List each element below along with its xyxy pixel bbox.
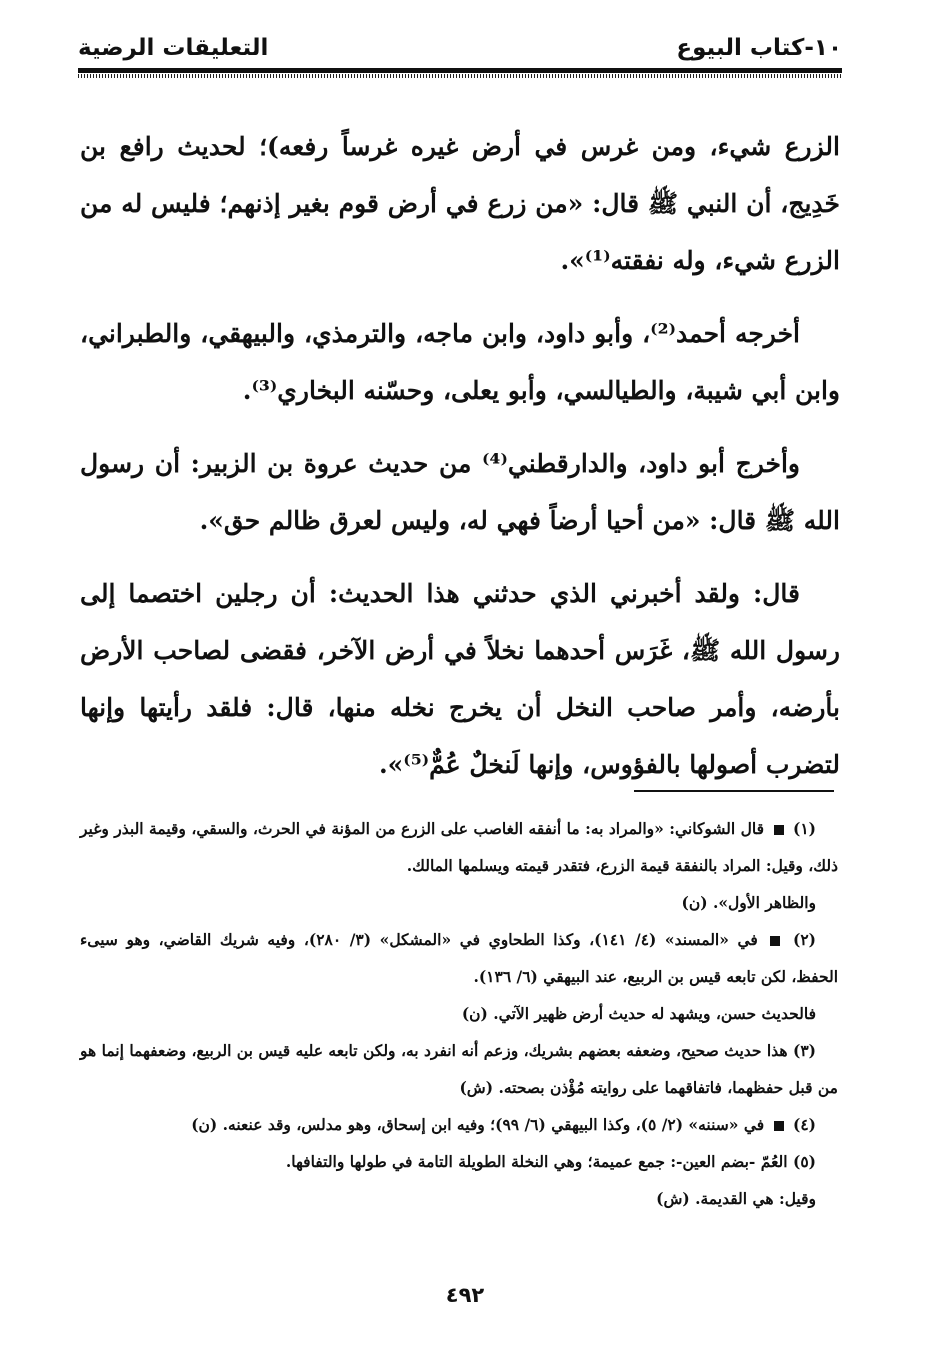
footnote	[80, 810, 838, 884]
footnotes	[80, 810, 838, 1217]
square-marker-icon	[774, 1121, 784, 1131]
header-rule	[78, 68, 842, 73]
footnote-separator	[634, 790, 834, 792]
footnote-text: في «المسند» (٤/ ١٤١)، وكذا الطحاوي في «المشكل» (٣/ ٢٨٠)، وفيه شريك القاضي، وهو سيىء الحفظ، لكن تابعه قيس بن الربيع، عند البيهقي (٦/ ١٣٦).	[80, 930, 838, 986]
paragraph: وأخرج أبو داود، والدارقطني⁽⁴⁾ من حديث عروة بن الزبير: أن رسول الله ﷺ قال: «من أحيا أرضاً فهي له، وليس لعرق ظالم حق».	[80, 449, 840, 535]
header-chapter: ١٠-كتاب البيوع	[676, 35, 842, 61]
footnote	[80, 921, 838, 995]
footnote	[80, 1106, 838, 1143]
footnote-number: (٥)	[792, 1152, 816, 1171]
main-text	[80, 118, 840, 809]
page-number: ٤٩٢	[445, 1283, 485, 1307]
footnote	[80, 1032, 838, 1106]
footnote-continuation: وقيل: هي القديمة. (ش)	[656, 1189, 816, 1208]
square-marker-icon	[770, 936, 780, 946]
footnote-text: قال الشوكاني: «والمراد به: ما أنفقه الغاصب على الزرع من المؤنة في الحرث، والسقي، وقيمة البذر وغير ذلك، وقيل: المراد بالنفقة قيمة الزرع، فتقدر قيمته ويسلمها المالك.	[80, 819, 838, 875]
footnote-continuation: والظاهر الأول». (ن)	[681, 893, 816, 912]
footnote-number: (٣)	[792, 1041, 816, 1060]
running-header	[78, 28, 842, 68]
footnote	[80, 1143, 838, 1180]
footnote-continuation: فالحديث حسن، ويشهد له حديث أرض ظهير الآتي. (ن)	[461, 1004, 816, 1023]
header-book-title: التعليقات الرضية	[78, 35, 269, 61]
footnote-number: (٤)	[792, 1115, 816, 1134]
paragraph: قال: ولقد أخبرني الذي حدثني هذا الحديث: أن رجلين اختصما إلى رسول الله ﷺ، غَرَس أحدهما نخلاً في أرض الآخر، فقضى لصاحب الأرض بأرضه، وأمر صاحب النخل أن يخرج نخله منها، قال: فلقد رأيتها وإنها لتضرب أصولها بالفؤوس، وإنها لَنخلٌ عُمٌّ⁽⁵⁾».	[80, 579, 840, 779]
footnote-text: هذا حديث صحيح، وضعفه بعضهم بشريك، وزعم أنه انفرد به، ولكن تابعه عليه قيس بن الربيع، وضعفهما إنما هو من قبل حفظهما، فاتفاقهما على روايته مُؤْذن بصحته. (ش)	[80, 1041, 838, 1097]
footnote-number: (١)	[792, 819, 816, 838]
footnote-number: (٢)	[792, 930, 816, 949]
footnote-text: في «سننه» (٢/ ٥)، وكذا البيهقي (٦/ ٩٩)؛ وفيه ابن إسحاق، وهو مدلس، وقد عنعنه. (ن)	[191, 1115, 765, 1134]
header-rule-hatched	[78, 74, 842, 78]
paragraph: الزرع شيء، ومن غرس في أرض غيره غرساً رفعه)؛ لحديث رافع بن خَدِيج، أن النبي ﷺ قال: «من زرع في أرض قوم بغير إذنهم؛ فليس له من الزرع شيء، وله نفقته⁽¹⁾».	[80, 132, 840, 275]
footnote-text: العُمّ -بضم العين-: جمع عميمة؛ وهي النخلة الطويلة التامة في طولها والتفافها.	[285, 1152, 788, 1171]
paragraph: أخرجه أحمد⁽²⁾، وأبو داود، وابن ماجه، والترمذي، والبيهقي، والطبراني، وابن أبي شيبة، والطيالسي، وأبو يعلى، وحسّنه البخاري⁽³⁾.	[80, 319, 840, 405]
square-marker-icon	[774, 825, 784, 835]
